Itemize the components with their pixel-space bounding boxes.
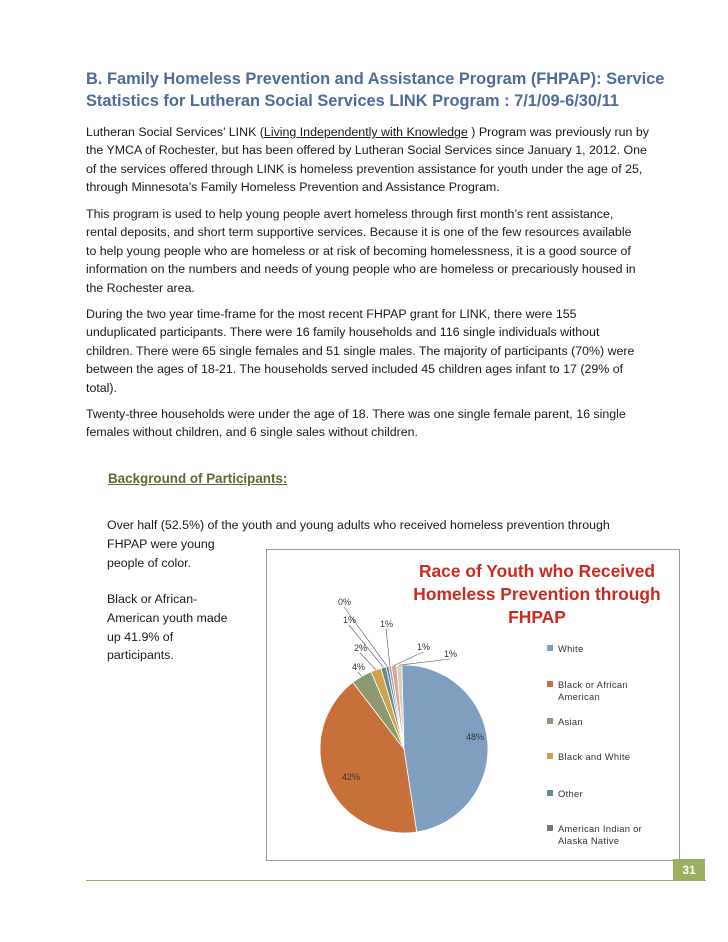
text-line: participants. [107, 648, 174, 663]
data-label: 2% [354, 643, 368, 653]
legend-label-line: Asian [558, 716, 583, 727]
text-line: Over half (52.5%) of the youth and young adults who received homeless prevention through [107, 518, 610, 532]
text-line: children. There were 65 single females and 51 single males. The majority of participants (70%) were [86, 343, 635, 358]
text-line: up 41.9% of [107, 629, 174, 644]
text-line: females without children, and 6 single sales without children. [86, 425, 418, 440]
legend-label-line: Alaska Native [558, 834, 620, 846]
text-line: total). [86, 380, 117, 395]
chart-title-line: Race of Youth who Received [418, 561, 656, 581]
text-line: rental deposits, and short term supportive services. Because it is one of the few resources available [86, 225, 632, 240]
text-line: the Rochester area. [86, 280, 195, 295]
text-line: This program is used to help young people avert homeless through first month’s rent assistance, [86, 207, 614, 221]
legend-label [558, 788, 676, 800]
legend-label-line: American [558, 690, 600, 702]
data-label: 4% [352, 662, 366, 672]
legend-label-line: Other [558, 788, 583, 799]
text-line: American youth made [107, 610, 228, 625]
legend-label [558, 679, 676, 702]
text-line: During the two year time-frame for the most recent FHPAP grant for LINK, there were 155 [86, 307, 577, 321]
legend-label-line: White [558, 643, 584, 654]
text-run: ) Program was previously run by [467, 125, 649, 139]
text-line: through Minnesota’s Family Homeless Prevention and Assistance Program. [86, 180, 500, 195]
subheading-background: Background of Participants: [108, 471, 288, 486]
legend-swatch [547, 718, 553, 724]
legend-label-line: Black or African [558, 679, 628, 690]
text-line: to help young people who are homeless or at risk of becoming homelessness, it is a good source of [86, 243, 631, 258]
leader-line [344, 607, 387, 667]
heading-line: Statistics for Lutheran Social Services LINK Program : 7/1/09-6/30/11 [86, 92, 619, 110]
heading-line: B. Family Homeless Prevention and Assistance Program (FHPAP): Service [86, 70, 665, 88]
legend-swatch [547, 645, 553, 651]
leader-line [386, 629, 390, 666]
legend-label [558, 751, 676, 763]
legend-swatch [547, 825, 553, 831]
chart-title-line: FHPAP [508, 607, 566, 627]
data-label: 1% [343, 615, 357, 625]
text-run: Lutheran Social Services’ LINK ( [86, 125, 264, 139]
text-line: FHPAP were young [107, 536, 215, 551]
footer-rule [86, 880, 706, 881]
legend-label [558, 823, 676, 846]
leader-line [394, 652, 423, 666]
text-line: unduplicated participants. There were 16 family households and 116 single individuals without [86, 325, 600, 340]
underlined-program-name: Living Independently with Knowledge [263, 125, 468, 139]
page-number: 31 [673, 859, 705, 881]
text-line: of the services offered through LINK is homeless prevention assistance for youth under the age of 25, [86, 161, 643, 176]
data-label: 1% [444, 649, 458, 659]
legend-swatch [547, 753, 553, 759]
leader-line [358, 672, 362, 676]
chart-title-line: Homeless Prevention through [413, 584, 661, 604]
data-label: 42% [342, 772, 361, 782]
text-line: Twenty-three households were under the age of 18. There was one single female parent, 16 single [86, 407, 626, 421]
legend-label [558, 643, 676, 655]
text-line: people of color. [107, 555, 192, 570]
legend-swatch [547, 681, 553, 687]
data-label: 1% [417, 642, 431, 652]
legend-label-line: American Indian or [558, 823, 643, 834]
data-label: 1% [380, 619, 394, 629]
legend-label-line: Black and White [558, 751, 631, 762]
text-line: information on the numbers and needs of young people who are homeless or precariously housed in [86, 262, 636, 277]
text-line: Black or African- [107, 592, 198, 606]
data-label: 0% [338, 597, 352, 607]
legend-swatch [547, 790, 553, 796]
legend-label [558, 716, 676, 728]
data-label: 48% [466, 732, 485, 742]
leader-line [399, 659, 450, 665]
text-line: the YMCA of Rochester, but has been offered by Lutheran Social Services since January 1, 2012. One [86, 143, 647, 158]
text-line: between the ages of 18-21. The households served included 45 children ages infant to 17 (29% of [86, 362, 624, 377]
pie-slice [402, 665, 488, 832]
